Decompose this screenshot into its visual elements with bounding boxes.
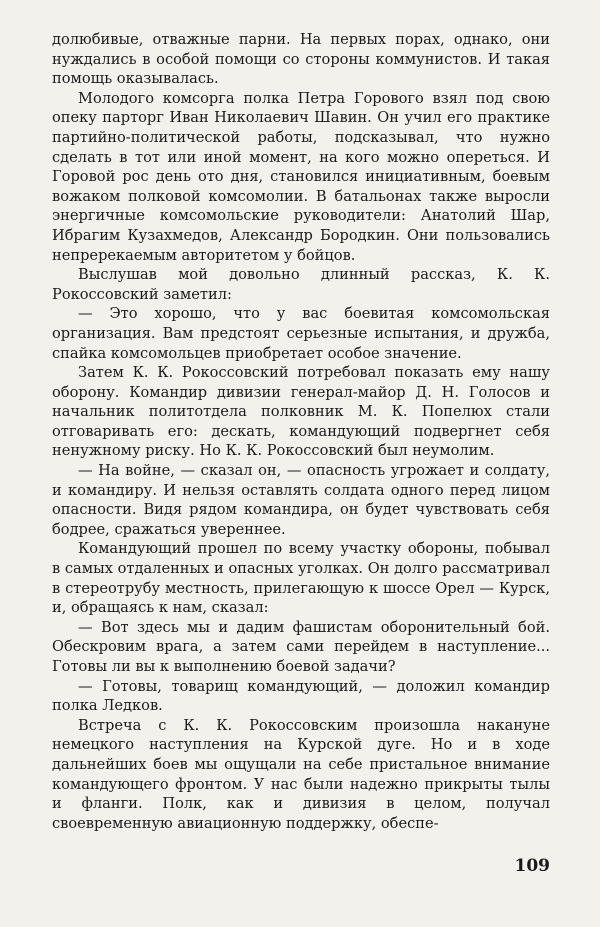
paragraph-5: Затем К. К. Рокоссовский потребовал показать ему нашу оборону. Командир дивизии генерал-майор Д. Н. Голосов и начальник политотдела полковник М. К. Попелюх стали отговаривать его: дескать, командующий подвергнет себя ненужному риску. Но К. К. Рокоссовский был неумолим. xyxy=(52,364,550,460)
paragraph-6: — На войне, — сказал он, — опасность угрожает и солдату, и командиру. И нельзя оставлять солдата одного перед лицом опасности. Видя рядом командира, он будет чувствовать себя бодрее, сражаться увереннее. xyxy=(52,462,550,538)
paragraph-4: — Это хорошо, что у вас боевитая комсомольская организация. Вам предстоят серьезные испытания, и дружба, спайка комсомольцев приобретает особое значение. xyxy=(52,305,550,362)
page-number: 109 xyxy=(514,856,550,876)
paragraph-7: Командующий прошел по всему участку обороны, побывал в самых отдаленных и опасных уголках. Он долго рассматривал в стереотрубу местность, прилегающую к шоссе Орел — Курск, и, обращаясь к нам, сказал: xyxy=(52,540,550,617)
paragraph-2: Молодого комсорга полка Петра Горового взял под свою опеку парторг Иван Николаевич Шавин. Он учил его практике партийно-политической работы, подсказывал, что нужно сделать в тот или иной момент, на кого можно опереться. И Горовой рос день ото дня, становился инициативным, боевым вожаком полковой комсомолии. В батальонах также выросли энергичные комсомольские руководители: Анатолий Шар, Ибрагим Кузахмедов, Александр Бородкин. Они пользовались непререкаемым авторитетом у бойцов. xyxy=(52,89,550,264)
paragraph-3: Выслушав мой довольно длинный рассказ, К. К. Рокоссовский заметил: xyxy=(52,266,550,303)
page-text xyxy=(52,30,550,833)
paragraph-8: — Вот здесь мы и дадим фашистам оборонительный бой. Обескровим врага, а затем сами перейдем в наступление... Готовы ли вы к выполнению боевой задачи? xyxy=(52,618,550,675)
paragraph-9: — Готовы, товарищ командующий, — доложил командир полка Ледков. xyxy=(52,677,550,715)
paragraph-1: долюбивые, отважные парни. На первых порах, однако, они нуждались в особой помощи со стороны коммунистов. И такая помощь оказывалась. xyxy=(52,31,550,88)
paragraph-10: Встреча с К. К. Рокоссовским произошла накануне немецкого наступления на Курской дуге. Но и в ходе дальнейших боев мы ощущали на себе пристальное внимание командующего фронтом. У нас были надежно прикрыты тылы и фланги. Полк, как и дивизия в целом, получал своевременную авиационную поддержку, обеспе- xyxy=(52,716,550,832)
